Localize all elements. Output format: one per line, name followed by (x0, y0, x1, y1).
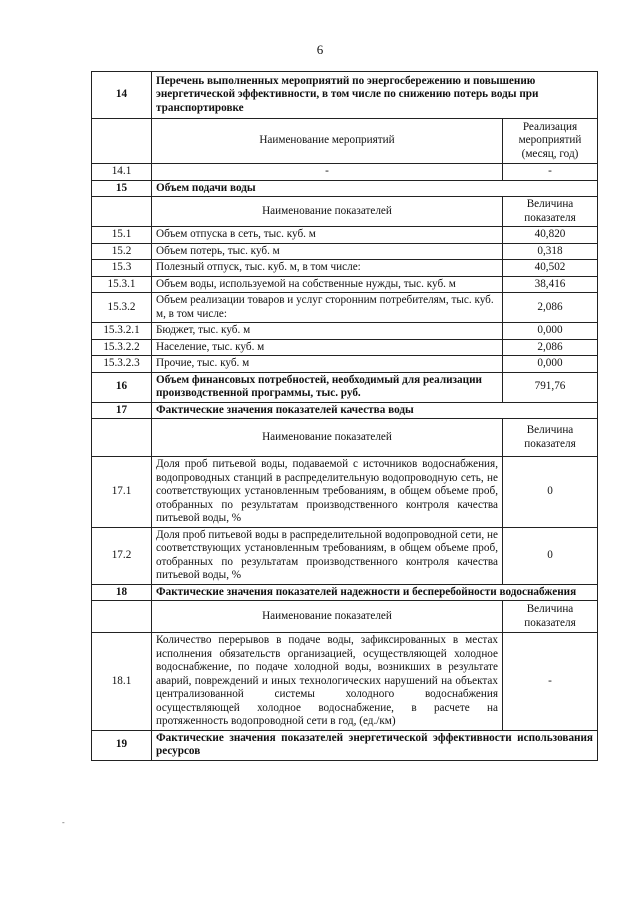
row-name: Доля проб питьевой воды в распределительной водопроводной сети, не соответствующих установленным требованиям, в общем объеме проб, отобранных по результатам производственного контроля качества питьевой воды, % (152, 527, 503, 584)
table-row (92, 339, 598, 356)
row-value: 2,086 (503, 293, 598, 323)
section-number: 16 (92, 372, 152, 402)
row-value: 0,000 (503, 356, 598, 373)
section-title: Перечень выполненных мероприятий по энергосбережению и повышению энергетической эффективности, в том числе по снижению потерь воды при транспортировке (152, 72, 598, 119)
section-14-header (92, 72, 598, 119)
table-row (92, 633, 598, 731)
section-title: Объем подачи воды (152, 180, 598, 197)
row-value: 40,820 (503, 227, 598, 244)
column-header-value: Величина показателя (503, 419, 598, 457)
column-header-name: Наименование показателей (152, 419, 503, 457)
row-number: 15.3.2 (92, 293, 152, 323)
column-header-value: Реализация мероприятий (месяц, год) (503, 119, 598, 164)
row-number: 18.1 (92, 633, 152, 731)
section-number: 18 (92, 584, 152, 601)
row-number: 15.3.2.3 (92, 356, 152, 373)
blank-cell (92, 419, 152, 457)
report-table (91, 71, 598, 761)
row-value: 0,318 (503, 243, 598, 260)
row-value: 0 (503, 527, 598, 584)
row-name: Количество перерывов в подаче воды, зафиксированных в местах исполнения обязательств организацией, осуществляющей холодное водоснабжение, по подаче холодной воды, возникших в результате аварий, повреждений и иных технологических нарушений на объектах централизованной системы холодного водоснабжения осуществляющей холодное водоснабжение, в расчете на протяженность водопроводной сети в год, (ед./км) (152, 633, 503, 731)
blank-cell (92, 601, 152, 633)
row-value: 0,000 (503, 323, 598, 340)
table-row (92, 243, 598, 260)
table-row (92, 276, 598, 293)
column-header-value: Величина показателя (503, 197, 598, 227)
section-14-column-headers (92, 119, 598, 164)
table-row (92, 356, 598, 373)
row-number: 14.1 (92, 164, 152, 181)
row-value: - (503, 164, 598, 181)
section-18-header (92, 584, 598, 601)
section-number: 17 (92, 402, 152, 419)
section-number: 19 (92, 730, 152, 760)
section-18-column-headers (92, 601, 598, 633)
column-header-name: Наименование показателей (152, 601, 503, 633)
section-title: Объем финансовых потребностей, необходимый для реализации производственной программы, тыс. руб. (152, 372, 503, 402)
row-value: 0 (503, 457, 598, 528)
row-name: Бюджет, тыс. куб. м (152, 323, 503, 340)
table-row (92, 527, 598, 584)
blank-cell (92, 119, 152, 164)
section-title: Фактические значения показателей надежности и бесперебойности водоснабжения (152, 584, 598, 601)
section-17-header (92, 402, 598, 419)
section-19-header (92, 730, 598, 760)
table-row (92, 293, 598, 323)
section-16-row (92, 372, 598, 402)
row-value: - (503, 633, 598, 731)
table-row (92, 227, 598, 244)
row-number: 15.3 (92, 260, 152, 277)
table-row (92, 323, 598, 340)
stray-mark: - (62, 818, 65, 827)
row-name: Объем потерь, тыс. куб. м (152, 243, 503, 260)
section-15-column-headers (92, 197, 598, 227)
section-number: 15 (92, 180, 152, 197)
page-number: 6 (316, 42, 324, 57)
row-name: Прочие, тыс. куб. м (152, 356, 503, 373)
row-name: Объем воды, используемой на собственные нужды, тыс. куб. м (152, 276, 503, 293)
blank-cell (92, 197, 152, 227)
row-name: - (152, 164, 503, 181)
section-17-column-headers (92, 419, 598, 457)
row-number: 15.1 (92, 227, 152, 244)
row-number: 15.3.1 (92, 276, 152, 293)
row-number: 17.2 (92, 527, 152, 584)
row-number: 15.3.2.1 (92, 323, 152, 340)
table-row (92, 260, 598, 277)
column-header-name: Наименование мероприятий (152, 119, 503, 164)
row-name: Население, тыс. куб. м (152, 339, 503, 356)
row-value: 38,416 (503, 276, 598, 293)
row-number: 15.2 (92, 243, 152, 260)
row-value: 2,086 (503, 339, 598, 356)
table-row (92, 164, 598, 181)
row-number: 15.3.2.2 (92, 339, 152, 356)
row-value: 791,76 (503, 372, 598, 402)
table-row (92, 457, 598, 528)
row-number: 17.1 (92, 457, 152, 528)
row-value: 40,502 (503, 260, 598, 277)
section-title: Фактические значения показателей энергетической эффективности использования ресурсов (152, 730, 598, 760)
section-number: 14 (92, 72, 152, 119)
row-name: Полезный отпуск, тыс. куб. м, в том числе: (152, 260, 503, 277)
row-name: Объем реализации товаров и услуг сторонним потребителям, тыс. куб. м, в том числе: (152, 293, 503, 323)
row-name: Доля проб питьевой воды, подаваемой с источников водоснабжения, водопроводных станций в распределительную водопроводную сеть, не соответствующих установленным требованиям, в общем объеме проб, отобранных по результатам производственного контроля качества питьевой воды, % (152, 457, 503, 528)
row-name: Объем отпуска в сеть, тыс. куб. м (152, 227, 503, 244)
column-header-name: Наименование показателей (152, 197, 503, 227)
section-title: Фактические значения показателей качества воды (152, 402, 598, 419)
section-15-header (92, 180, 598, 197)
column-header-value: Величина показателя (503, 601, 598, 633)
